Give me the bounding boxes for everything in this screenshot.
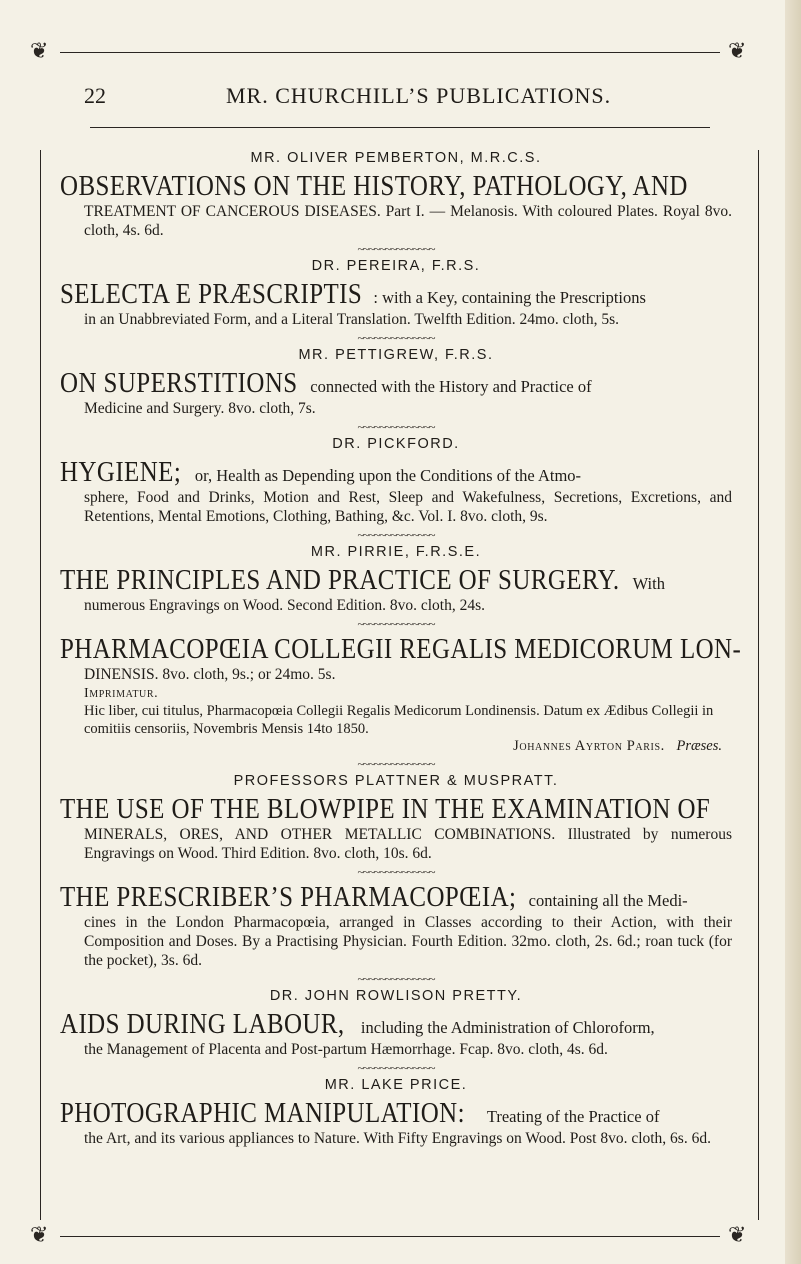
entry-author: MR. PETTIGREW, F.R.S. — [298, 347, 494, 363]
entry-title: OBSERVATIONS ON THE HISTORY, PATHOLOGY, AND — [60, 170, 688, 202]
entry-title-tail: : with a Key, containing the Prescriptions — [373, 288, 646, 307]
entry-author: MR. LAKE PRICE. — [324, 1077, 468, 1093]
entry-title-tail: including the Administration of Chloroform, — [360, 1018, 655, 1037]
entry-description: DINENSIS. 8vo. cloth, 9s.; or 24mo. 5s. — [84, 666, 336, 683]
entry-description: MINERALS, ORES, AND OTHER METALLIC COMBINATIONS. Illustrated by numerous Engravings on Wood. Third Edition. 8vo. cloth, 10s. 6d. — [84, 826, 732, 862]
separator-ornament: ~~~~~~~~~~~~~~ — [357, 331, 435, 345]
entry-description: the Management of Placenta and Post-partum Hæmorrhage. Fcap. 8vo. cloth, 4s. 6d. — [84, 1041, 608, 1058]
header-rule — [90, 127, 710, 128]
entry-title: PHOTOGRAPHIC MANIPULATION: — [60, 1097, 465, 1129]
entry-description: cines in the London Pharmacopœia, arranged in Classes according to their Action, with their Composition and Doses. By a Practising Physician. Fourth Edition. 32mo. cloth, 2s. 6d.; roan tuck (for the pocket), 3s. 6d. — [84, 914, 732, 969]
entry-title: ON SUPERSTITIONS — [60, 367, 298, 399]
entry-title: AIDS DURING LABOUR, — [60, 1008, 345, 1040]
page-number: 22 — [84, 83, 106, 108]
signature-role: Præses. — [676, 738, 722, 754]
separator-ornament: ~~~~~~~~~~~~~~ — [357, 242, 435, 256]
left-border-line — [40, 150, 41, 1220]
entry-author: MR. OLIVER PEMBERTON, M.R.C.S. — [250, 150, 542, 166]
entry-description: the Art, and its various appliances to Nature. With Fifty Engravings on Wood. Post 8vo. cloth, 6s. 6d. — [84, 1130, 711, 1147]
entry-author: DR. PEREIRA, F.R.S. — [311, 258, 481, 274]
signature-name: Johannes Ayrton Paris. — [513, 738, 665, 754]
bottom-right-flourish-icon: ❦ — [728, 1222, 747, 1247]
entry-title: THE PRINCIPLES AND PRACTICE OF SURGERY. — [60, 564, 620, 596]
entry-author: DR. JOHN ROWLISON PRETTY. — [269, 988, 523, 1004]
page-edge — [785, 0, 801, 1264]
catalogue-entry — [60, 633, 742, 755]
bottom-left-flourish-icon: ❦ — [30, 1222, 49, 1247]
separator-ornament: ~~~~~~~~~~~~~~ — [357, 420, 435, 434]
imprimatur-signature — [60, 738, 732, 755]
separator-ornament: ~~~~~~~~~~~~~~ — [357, 1061, 435, 1075]
catalogue-entry — [60, 258, 732, 329]
separator-ornament: ~~~~~~~~~~~~~~ — [357, 528, 435, 542]
bottom-rule — [60, 1236, 720, 1237]
entry-title: HYGIENE; — [60, 456, 182, 488]
catalogue-entry — [60, 544, 732, 615]
page-header — [84, 83, 701, 109]
entry-title-tail: containing all the Medi- — [528, 891, 688, 910]
entry-title-tail: or, Health as Depending upon the Conditions of the Atmo- — [194, 466, 582, 485]
entry-description: numerous Engravings on Wood. Second Edition. 8vo. cloth, 24s. — [84, 597, 486, 614]
top-rule — [60, 52, 720, 53]
imprimatur-text: Hic liber, cui titulus, Pharmacopœia Collegii Regalis Medicorum Londinensis. Datum ex Ædibus Collegii in comitiis censoriis, Novembris Mensis 14to 1850. — [84, 703, 714, 737]
imprimatur-heading: Imprimatur. — [84, 686, 159, 701]
entry-description: Medicine and Surgery. 8vo. cloth, 7s. — [84, 400, 316, 417]
entry-author: DR. PICKFORD. — [332, 436, 460, 452]
separator-ornament: ~~~~~~~~~~~~~~ — [357, 972, 435, 986]
catalogue-entry — [60, 773, 732, 863]
entry-description: TREATMENT OF CANCEROUS DISEASES. Part I. — Melanosis. With coloured Plates. Royal 8vo. cloth, 4s. 6d. — [84, 203, 732, 239]
entry-description: sphere, Food and Drinks, Motion and Rest, Sleep and Wakefulness, Secretions, Excretions, and Retentions, Mental Emotions, Clothing, Bathing, &c. Vol. I. 8vo. cloth, 9s. — [84, 489, 732, 525]
catalogue-entry — [60, 347, 732, 418]
right-border-line — [758, 150, 759, 1220]
entry-title-tail: With — [632, 574, 665, 593]
entry-author: PROFESSORS PLATTNER & MUSPRATT. — [233, 773, 559, 789]
separator-ornament: ~~~~~~~~~~~~~~ — [357, 617, 435, 631]
entry-title-tail: connected with the History and Practice of — [310, 377, 592, 396]
catalogue-entry — [60, 1077, 732, 1148]
separator-ornament: ~~~~~~~~~~~~~~ — [357, 757, 435, 771]
entry-title: SELECTA E PRÆSCRIPTIS — [60, 278, 363, 310]
entry-author: MR. PIRRIE, F.R.S.E. — [310, 544, 482, 560]
catalogue-entry — [60, 150, 732, 240]
top-left-flourish-icon: ❦ — [30, 38, 49, 63]
entry-title: THE PRESCRIBER’S PHARMACOPŒIA; — [60, 881, 517, 913]
catalogue-entry — [60, 988, 732, 1059]
entry-description: in an Unabbreviated Form, and a Literal Translation. Twelfth Edition. 24mo. cloth, 5s. — [84, 311, 620, 328]
top-right-flourish-icon: ❦ — [728, 38, 747, 63]
catalogue-content — [60, 150, 742, 1148]
entry-title: THE USE OF THE BLOWPIPE IN THE EXAMINATION OF — [60, 793, 711, 825]
separator-ornament: ~~~~~~~~~~~~~~ — [357, 865, 435, 879]
catalogue-entry — [60, 436, 732, 526]
entry-title: PHARMACOPŒIA COLLEGII REGALIS MEDICORUM LON- — [60, 633, 742, 665]
running-title: MR. CHURCHILL’S PUBLICATIONS. — [226, 83, 612, 108]
catalogue-entry — [60, 881, 732, 970]
entry-title-tail: Treating of the Practice of — [486, 1107, 660, 1126]
